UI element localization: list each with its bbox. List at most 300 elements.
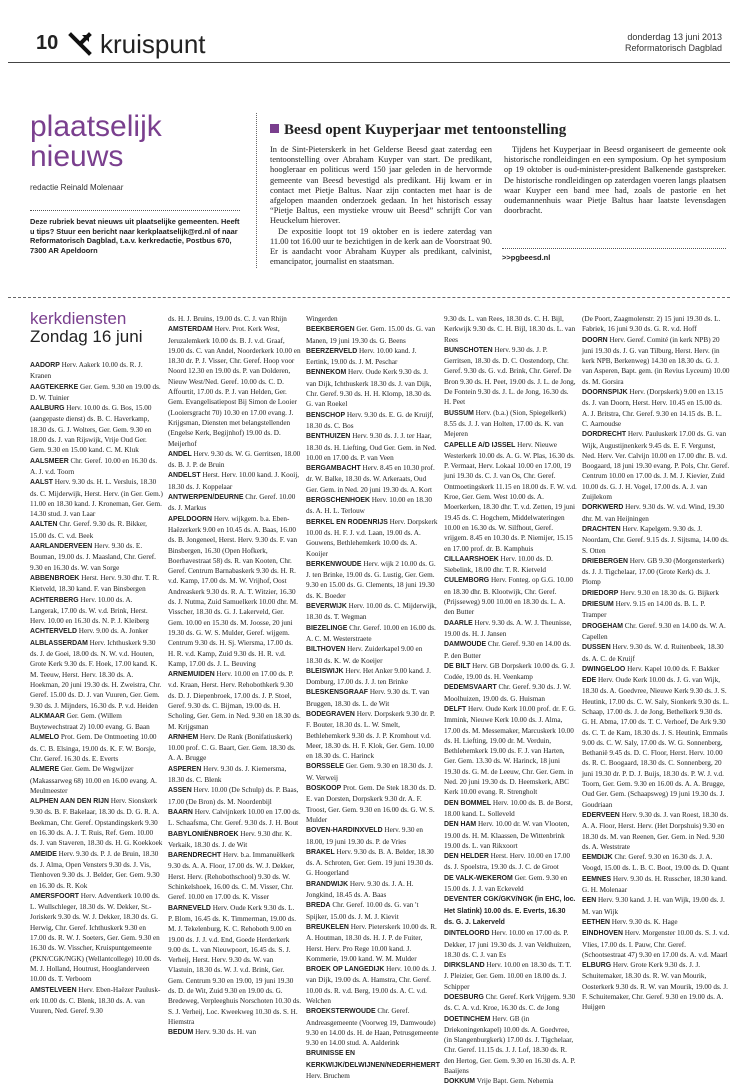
- church-service-entry: [306, 367, 439, 409]
- service-details: Herv. 9.30 ds. J. J. ter Haar, 18.30 ds. H. Liefting, Oud Ger. Gem. in Ned. 10.00 en 17.00 ds. P. van Veen: [306, 432, 437, 462]
- place-name: BUSSUM: [444, 409, 474, 417]
- place-name: BILTHOVEN: [306, 646, 346, 654]
- place-name: DEN HAM: [444, 821, 477, 829]
- service-details: Chr. Geref. Kerk Vrijgem. 9.30 ds. C. A. v.d. Kroe, 16.30 ds. C. de Jong: [444, 993, 576, 1013]
- church-service-entry: [444, 960, 577, 992]
- place-name: BREUKELEN: [306, 923, 349, 931]
- church-service-entry: [306, 314, 439, 324]
- service-details: Ger. Gem. 9.30 en 18.30 ds. J. W. Verweij: [306, 762, 433, 782]
- place-name: DE BILT: [444, 662, 471, 670]
- service-details: Herv. (Dorpskerk) 9.00 en 13.15 ds. J. van Doorn, Herst. Herv. 10.45 en 15.00 ds. A. J. Britstra, Chr. Geref. 9.30 en 14.15 ds. B. L. C. Aarnoudse: [582, 388, 723, 428]
- listing-column-5: [582, 314, 730, 1062]
- place-name: BRANDWIJK: [306, 880, 349, 888]
- church-service-entry: [444, 618, 577, 640]
- place-name: CULEMBORG: [444, 577, 490, 585]
- place-name: ACHTERBERG: [30, 596, 79, 604]
- intro-box: [30, 210, 240, 255]
- place-name: AMEIDE: [30, 850, 57, 858]
- service-details: Herv. 10.00 ds. B. de Borst, 18.00 kand. L. Solleveld: [444, 798, 573, 818]
- service-details: Herst. Herv. 9.30 dhr. T. R. Kietveld, 18.30 kand. F. van Binsbergen: [30, 573, 159, 594]
- church-service-entry: [30, 456, 163, 478]
- place-name: DRACHTEN: [582, 525, 621, 533]
- article-link-box: [502, 248, 726, 262]
- church-service-entry: [306, 623, 439, 645]
- service-details: Herv. 10.00 ds. G. Bos, 15.00 (aangepaste dienst) ds. B. C. Haverkamp, 18.30 ds. G. J. Wolters, Ger. Gem. 9.30 en 18.00 ds. J. van Rijswijk, Vrije Oud Ger. Gem. 9.30 en 15.00 kand. C. M. Kluk: [30, 404, 152, 455]
- service-details: Herv. 10.00 kand. J. Eertink, 19.00 ds. J. M. Peschar: [306, 346, 417, 367]
- church-service-entry: [306, 900, 439, 922]
- church-service-entry: [168, 850, 301, 902]
- church-service-entry: [582, 621, 730, 643]
- place-name: BODEGRAVEN: [306, 710, 355, 718]
- church-service-entry: [30, 985, 163, 1017]
- place-name: DOETINCHEM: [444, 1015, 491, 1023]
- service-details: Herst. Herv. 10.00 en 17.00 ds. J. Spoelstra, 19.30 ds. J. C. de Groot: [444, 852, 570, 872]
- service-details: Herst. Herv. 10.00 kand. J. Kooij, 18.30 ds. J. Koppelaar: [168, 471, 300, 491]
- church-service-entry: [582, 960, 730, 1012]
- church-service-entry: [30, 519, 163, 541]
- church-service-entry: [30, 732, 163, 764]
- article-title: [270, 122, 566, 139]
- service-details: Herv. 10.00 ds. J. van Dijk, 19.00 ds. A. Hamstra, Chr. Geref. 10.00 ds. R. v.d. Berg, 19.00 ds. A. C. v.d. Welchen: [306, 965, 437, 1005]
- church-service-entry: [444, 928, 577, 960]
- service-details: Herv. 9.30 ds. J. Kiemersma, 18.30 ds. C. Blenk: [168, 764, 287, 785]
- service-details: Herv. Nieuwe Westerkerk 10.00 ds. A. G. W. Plas, 16.30 ds. P. Vermaat, Herv. Lokaal 10.00 en 17.00, 19 juni 19.30 ds. C. J. van Os, Chr. Geref. Ontmoetingskerk 11.15 en 18.00 ds. F. W. v.d. Kroe, Ger. Gem. West 10.00 ds. A. Moerkerken, 18.30 dhr. T. v.d. Zetten, 19 juni 19.45 ds. C. Hogchem, Middelwateringen 10.00 en 16.30 ds. W. Silfhout, Geref. vrijgem. 8.45 en 10.30 ds. P. Niemijer, 15.15 en 17.00 prof. dr. B. Kamphuis: [444, 440, 577, 553]
- service-details: Herv. 10.00 en 18.30 ds. A. H. L. Terlouw: [306, 496, 432, 516]
- church-service-entry: [168, 903, 301, 1028]
- church-service-entry: [582, 387, 730, 429]
- place-name: ALPHEN AAN DEN RIJN: [30, 798, 109, 806]
- place-name: EEN: [582, 897, 597, 905]
- church-service-entry: [306, 517, 439, 559]
- service-details: Chr. Geref. 9.30 en 16.30 ds. J. A. Voogd, 15.00 ds. L. B. C. Boot, 19.00 ds. D. Quant: [582, 853, 729, 873]
- service-details: Herv. 9.00 ds. A. Jonker: [78, 627, 149, 636]
- place-name: BENSCHOP: [306, 411, 346, 419]
- place-name: BERGAMBACHT: [306, 465, 361, 473]
- church-service-entry: [306, 1006, 439, 1048]
- article-paragraph: In de Sint-Pieterskerk in het Gelderse Beesd gaat zaterdag een tentoonstelling over Abraham Kuyper van start. De predikant, hoogleraar en politicus werd 150 jaar geleden in de hervormde gemeente van Beesd bevestigd als predikant. Hij kwam er in contact met Pietje Baltus. Naar zijn contacten met haar is de afgelopen maanden onderzoek gedaan. In het historisch essay “Pietje Baltus, een mystieke vrouw uit Beesd” schrijft Cor van Heuckelum hierover.: [270, 145, 492, 226]
- church-service-entry: [306, 410, 439, 432]
- church-service-entry: [168, 669, 301, 732]
- article-paragraph: De expositie loopt tot 19 oktober en is iedere zaterdag van 11.00 tot 16.00 uur te bezichtigen in de kerk aan de Voorstraat 90. Er is aandacht voor Abraham Kuyper als predikant, calvinist, emancipator, journalist en staatsman.: [270, 226, 492, 267]
- service-details: Herv. 9.30 ds. E. Bouman, 19.00 ds. J. Maasland, Chr. Geref. 9.30 en 16.30 ds. W. van Sorge: [30, 542, 156, 572]
- place-name: BENNEKOM: [306, 369, 347, 377]
- church-service-entry: [168, 764, 301, 786]
- service-details: Chr. Geref. 9.30 ds. J. W. Moolhuizen, 19.00 ds. G. Huisman: [444, 683, 571, 703]
- service-details: Herv. 10.00 en 17.00 ds. P. Dekker, 17 juni 19.30 ds. J. van Veldhuizen, 18.30 ds. C. J. van Es: [444, 929, 571, 959]
- church-service-entry: [444, 639, 577, 661]
- service-details: Herv. Sionskerk 9.30 ds. B. F. Bakelaar, 18.30 ds. D. G. R. A. Beekman, Chr. Geref. Opstandingskerk 9.30 en 16.30 ds. A. J. T. Ruis, Ref. Gem. 10.00 ds. J. van Staveren, 18.30 ds. H. G. Koekkoek: [30, 797, 163, 848]
- church-service-entry: [444, 894, 577, 928]
- church-service-entry: [582, 675, 730, 810]
- service-details: Herv. Eben-Haëzer Pauluskerk 10.00 ds. C. Blenk, 18.30 ds. A. van Vuuren, Ned. Geref. 9.30: [30, 985, 161, 1016]
- church-service-entry: [444, 440, 577, 554]
- header-meta: [625, 32, 722, 54]
- service-details: Vrije Bapt. Gem. Nehemia: [476, 1077, 554, 1086]
- place-name: ANTWERPEN/DEURNE: [168, 494, 244, 502]
- church-service-entry: [30, 626, 163, 637]
- place-name: DRIESUM: [582, 601, 614, 609]
- place-name: EDERVEEN: [582, 811, 620, 819]
- service-details: Herv. 9.30 ds. K. Hage: [611, 917, 678, 926]
- church-service-entry: [582, 917, 730, 928]
- place-name: AALST: [30, 479, 53, 487]
- service-details: Herv. 9.30 ds. W. d. Ruitenbeek, 18.30 ds. A. C. de Kruijf: [582, 643, 724, 663]
- issue-date: donderdag 13 juni 2013: [627, 32, 722, 42]
- church-service-entry: [582, 664, 730, 675]
- place-name: ARNEMUIDEN: [168, 671, 215, 679]
- place-name: BLEISWIJK: [306, 667, 344, 675]
- place-name: ELBURG: [582, 962, 612, 970]
- place-name: DAMWOUDE: [444, 641, 487, 649]
- place-name: AADORP: [30, 362, 60, 369]
- page-header: [8, 26, 730, 63]
- place-name: ANDELST: [168, 472, 201, 480]
- service-details: Chr. Geref. 9.30 en 14.00 ds. P. den Butter: [444, 640, 571, 660]
- service-details: Herv. wijkgem. b.a. Eben-Haëzerkerk 9.00 en 10.45 ds. A. Baas, 16.00 ds. B. Jongeneel, Herst. Herv. 9.30 ds. F. van Binsbergen, 16.30 (Open Hofkerk, Boerhavestraat 58) ds. R. van Kooten, Chr. Geref. Centrum Barnabaskerk 9.30 ds. H. R. v.d. Kamp, 17.00 ds. M. W. Vrijhof, Oost Andreaskerk 9.30 ds. R. A. T. Witzier, 16.30 ds. J. Nutma, Zuid Samuelkerk 10.00 dhr. M. Visscher, 18.30 ds. G. J. Lakerveld, Ger. Gem. 10.00 en 15.30 ds. M. Joosse, 20 juni 19.30 ds. G. W. S. Mulder, Geref. wijgem. Centrum 9.30 ds. H. Sj. Wiersma, 17.00 ds. H. R. v.d. Kamp, Zuid 9.30 ds. H. R. v.d. Kamp, 17.00 ds. J. L. Beuving: [168, 514, 298, 668]
- church-service-entry: [444, 1014, 577, 1077]
- church-service-entry: [582, 429, 730, 502]
- service-details: Ger. Gem. (Willem Buytewechstraat 2) 10.00 evang. G. Baan: [30, 711, 150, 732]
- listing-column-1: [30, 360, 163, 1062]
- divider: [30, 210, 240, 211]
- church-service-entry: [444, 851, 577, 873]
- service-details: Herv. 9.30 ds. J. van Roest, 18.30 ds. A. A. Floor, Herst. Herv. (Het Dorpshuis) 9.30 en 18.30 ds. M. van Reenen, Ger. Gem. in Ned. 9.30 ds. A. Weststrate: [582, 810, 729, 851]
- place-name: DUSSEN: [582, 644, 611, 652]
- church-service-entry: [306, 783, 439, 825]
- service-details: Herv. 9.30 ds. T. van Bruggen, 18.30 ds. L. de Wit: [306, 688, 430, 708]
- service-details: Herv. 10.00 ds. C. Mijderwijk, 18.30 ds. T. Wegman: [306, 602, 437, 622]
- service-details: Herv. 9.30 ds. H. Russcher, 18.30 kand. G. H. Molenaar: [582, 874, 727, 895]
- place-name: EETHEN: [582, 918, 610, 926]
- divider: [502, 248, 726, 249]
- service-details: Herv. Zuiderkapel 9.00 en 18.30 ds. K. W. de Koeijer: [306, 645, 423, 665]
- church-service-entry: [30, 382, 163, 404]
- church-service-entry: [582, 874, 730, 896]
- church-service-entry: [582, 895, 730, 917]
- place-name: ANDEL: [168, 450, 192, 458]
- church-service-entry: [30, 403, 163, 455]
- service-details: Herv. 9.30 ds. J. P. Gerritsen, 18.30 ds. D. C. Oostendorp, Chr. Geref. 9.30 ds. G. v.d. Brink, Chr. Geref. De Bron 9.30 ds. H. Peet, 19.00 ds. J. L. de Jong, De Fontein 9.30 ds. J. L. de Jong, 16.30 ds. H. Peet: [444, 345, 576, 407]
- place-name: EEMDIJK: [582, 854, 613, 862]
- church-service-entry: [444, 314, 577, 345]
- church-service-entry: [444, 819, 577, 851]
- service-details: Herv. Oude Kerk 10.00 ds. J. G. van Wijk, 18.30 ds. A. Goedvree, Nieuwe Kerk 9.30 ds. J. S. Heutink, 17.00 ds. C. W. Saly, Sionkerk 9.30 ds. L. Schaap, 17.00 ds. J. de Jong, Bethelkerk 9.30 ds. G. H. Abma, 17.00 ds. T. C. Verhoef, De Ark 9.30 ds. C. T. de Kam, 18.30 ds. J. S. Heutink, Emmaüs 9.00 ds. C. W. Saly, 17.00 ds. W. G. Sonnenberg, Bethanië 9.45 ds. D. C. Floor, Herst. Herv. 10.00 ds. R. C. Boogaard, 18.30 ds. C. Sonnenberg, 20 juni 19.30 dr. P. D. J. Buijs, 18.30 ds. P. W. J. v.d. Toorn, Ger. Gem. 9.30 en 16.00 ds. A. A. Brugge, Oud Ger. Gem. (Schaapsweg) 19 juni 19.30 ds. J. Goudriaan: [582, 676, 729, 809]
- place-name: CILLAARSHOEK: [444, 555, 499, 563]
- church-service-entry: [306, 559, 439, 601]
- church-service-entry: [582, 335, 730, 387]
- arrow-cross-logo-icon: [68, 32, 92, 56]
- service-details: Herv. (b.a.) (Sion, Spiegelkerk) 8.55 ds. J. J. van Holten, 17.00 ds. K. van Mejeren: [444, 408, 567, 439]
- service-details: Ger. Gem. 15.00 ds. G. van Manen, 19 juni 19.30 ds. G. Beens: [306, 325, 436, 345]
- service-details: Ger. Gem. 9.30 en 15.00 ds. J. J. van Eckeveld: [444, 873, 568, 894]
- church-service-entry: [168, 449, 301, 471]
- service-details: Herv. Dorpskerk 9.30 dr. P. F. Bouter, 18.30 ds. L. W. Smelt, Bethlehemkerk 9.30 ds. J. P. Kromhout v.d. Meer, 18.30 ds. H. F. Klok, Ger. Gem. 10.00 en 18.30 ds. C. Harinck: [306, 709, 435, 761]
- place-name: BIEZELINGE: [306, 624, 348, 632]
- place-name: ASPEREN: [168, 765, 202, 773]
- listing-column-3: [306, 314, 440, 1081]
- church-service-entry: [168, 807, 301, 829]
- service-details: Herv. Ichthuskerk 9.30 ds. J. de Goei, 18.00 ds. N. W. v.d. Houten, Grote Kerk 9.30 ds. F. Hoek, 17.00 kand. K. M. Teeuw, Herst. Herv. 18.30 ds. A. Hoekman, 20 juni 19.30 ds. H. Zweistra, Chr. Geref. 15.00 ds. D. J. van Vuuren, Ger. Gem. 9.30 ds. J. Mijnders, 16.30 ds. P. v.d. Heiden: [30, 638, 162, 710]
- place-name: EINDHOVEN: [582, 930, 623, 938]
- place-name: BOVEN-HARDINXVELD: [306, 827, 383, 835]
- listing-column-4: [444, 314, 577, 1086]
- place-name: AMSTERDAM: [168, 326, 213, 334]
- service-details: Herv. 9.15 en 14.00 ds. B. L. P. Tramper: [582, 600, 706, 620]
- intro-text: Deze rubriek bevat nieuws uit plaatselijke gemeenten. Heeft u tips? Stuur een bericht naar kerkplaatselijk@rd.nl of naar Reformatorisch Dagblad, t.a.v. kerkredactie, Postbus 670, 7300 AR Apeldoorn: [30, 217, 240, 255]
- service-details: Herv. 10.00 ds. D. Siebelink, 18.00 dhr. T. R. Kietveld: [444, 554, 553, 575]
- place-name: CAPELLE A/D IJSSEL: [444, 441, 516, 449]
- church-service-entry: [30, 711, 163, 733]
- place-name: DEVENTER CGK/GKV/NGK (in EHC, loc. Het Slatink) 10.00 ds. E. Everts, 16.30 ds. G. J. Lakerveld: [444, 896, 576, 926]
- column-divider: [256, 113, 257, 268]
- kerkdiensten-title: kerkdiensten: [30, 309, 127, 328]
- place-name: DELFT: [444, 705, 467, 713]
- service-details: Herv. Oude Kerk 9.30 ds. L. P. Blom, 16.45 ds. K. Timmerman, 19.00 ds. M. J. Tekelenburg, K. C. Rehoboth 9.00 en 19.00 ds. J. J. v.d. End, Goede Herderkerk 9.00 ds. L. van Nieuwpoort, 16.45 ds. S. J. Verheij, Herst. Herv. 9.30 ds. W. van Vlastuin, 18.30 ds. W. J. v.d. Brink, Ger. Gem. Centrum 9.30 en 19.00, 19 juni 19.30 ds. D. de Wit, Zuid 9.30 en 19.00 ds. G. Bredeweg, Verpleeghuis Norschoten 10.30 ds. S. J. Verheij, Loc. Kweekweg 10.30 ds. S. H. Hiemstra: [168, 903, 302, 1026]
- church-service-entry: [30, 891, 163, 985]
- newspaper-name: Reformatorisch Dagblad: [624, 43, 722, 53]
- place-name: DROGEHAM: [582, 622, 623, 630]
- place-name: BERKENWOUDE: [306, 560, 362, 568]
- place-name: BABYLONIËNBROEK: [168, 830, 239, 838]
- place-name: DOESBURG: [444, 994, 484, 1001]
- service-details: Prot. Gem. De Ontmoeting 10.00 ds. C. B. Elsinga, 19.00 ds. K. F. W. Borsje, Chr. Geref. 16.30 ds. E. Everts: [30, 733, 157, 763]
- service-details: Chr. Geref. Andreasgemeente (Voorweg 19, Damwoude) 9.30 en 14.00 ds. H. de Haan, Petrusgemeente 9.30 en 14.00 stud. A. Aalderink: [306, 1007, 439, 1048]
- editor-credit: redactie Reinald Molenaar: [30, 183, 124, 192]
- service-details: Herv. 9.30 ds. H. van: [195, 1028, 257, 1037]
- service-details: Chr. Geref. 10.00 ds. J. Markus: [168, 493, 296, 513]
- church-service-entry: [306, 644, 439, 666]
- service-details: Herv. 9.30 dhr. K. Verkaik, 18.30 ds. J. de Wit: [168, 829, 292, 849]
- church-service-entry: [582, 642, 730, 664]
- church-service-entry: [168, 314, 301, 324]
- service-details: Herv. 9.30 ds. J. A. H. Jongkind, 18.45 ds. A. Baas: [306, 879, 414, 900]
- place-name: BRUINISSE EN KERKWIJK/DELWIJNEN/NEDERHEMERT: [306, 1050, 440, 1069]
- place-name: AALBURG: [30, 405, 65, 413]
- service-details: Ger. Gem. De Wegwijzer (Makassarweg 68) 10.00 en 16.00 evang. A. Meulmeester: [30, 765, 157, 795]
- place-name: ASSEN: [168, 787, 192, 795]
- service-details: Herv. 9.30 ds. H. L. Versluis, 18.30 ds. C. Mijderwijk, Herst. Herv. (in Ger. Gem.) 11.00 en 18.30 kand. J. Kroneman, Ger. Gem. 14.30 stud. J. van Laar: [30, 478, 163, 519]
- church-service-entry: [168, 785, 301, 807]
- place-name: AAGTEKERKE: [30, 383, 79, 391]
- church-service-entry: [30, 796, 163, 848]
- church-service-entry: [444, 682, 577, 704]
- church-service-entry: [582, 588, 730, 599]
- service-details: Herv. wijk 2 10.00 ds. G. J. ten Brinke, 19.00 ds. G. Lustig, Ger. Gem. 9.30 en 15.00 ds. G. Clements, 18 juni 19.30 ds. K. Boeder: [306, 559, 436, 600]
- place-name: DRIEDORP: [582, 589, 619, 597]
- place-name: AALSMEER: [30, 457, 69, 465]
- place-name: BEDUM: [168, 1029, 194, 1037]
- place-name: DORKWERD: [582, 504, 624, 512]
- church-service-entry: [306, 709, 439, 761]
- lead-title-line1: plaatselijk: [30, 110, 162, 143]
- service-details: Herv. Het Anker 9.00 kand. J. Domburg, 17.00 ds. J. J. ten Brinke: [306, 666, 431, 687]
- place-name: DEDEMSVAART: [444, 684, 497, 692]
- section-title: kruispunt: [100, 29, 206, 59]
- service-details: Herv. Adventkerk 10.00 ds. L. Wullschleger, 18.30 ds. W. Dekker, St.-Joriskerk 9.30 ds. W. J. Dekker, 18.30 ds. G. Herwig, Chr. Geref. Ichthuskerk 9.30 en 17.00 ds. R. W. J. Soeters, Ger. Gem. 9.30 en 16.30 ds. W. Visscher, Kruispuntgemeente (PKN/CGK/NGK) (Wellantcollege) 10.00 ds. M. J. Holland, Houtrust, Hooglanderveen 10.00 ds. T. Verboom: [30, 891, 162, 984]
- church-service-entry: [582, 502, 730, 524]
- service-details: Herv. Pauluskerk 17.00 ds. G. van Wijk, Augustijnenkerk 9.45 ds. E. F. Vergunst, Ned. Herv. Ver. Calvijn 10.00 en 17.00 dhr. B. v.d. Boogaard, 18 juni 19.30 evang. P. Pols, Chr. Geref. Centrum 10.00 en 17.00 ds. J. M. J. Kievier, Zuid 10.00 ds. G. J. H. Vogel, 17.00 ds. A. J. van Zuijlekom: [582, 430, 730, 502]
- service-details: Chr. Geref. 9.30 ds. R. Bikker, 15.00 ds. C. v.d. Beek: [30, 520, 147, 540]
- place-name: BERKEL EN RODENRIJS: [306, 518, 388, 526]
- place-name: AARLANDERVEEN: [30, 543, 93, 551]
- service-details: Herv. Kapel 10.00 ds. F. Bakker: [627, 664, 720, 673]
- service-details: ds. H. J. Bruins, 19.00 ds. C. J. van Rhijn: [168, 315, 287, 323]
- listing-column-2: [168, 314, 301, 1062]
- service-details: Herv. 9.30 ds. W. G. Gerritsen, 18.00 ds. B. J. P. de Bruin: [168, 449, 301, 470]
- service-details: Herv. 9.30 ds. P. J. de Bruin, 18.30 ds. J. Alma, Open Vensters 9.30 ds. J. Vis, Tienhoven 9.30 ds. J. Belder, Ger. Gem. 9.30 en 16.30 ds. R. Kok: [30, 849, 160, 890]
- section-divider: [8, 297, 730, 298]
- place-name: DWINGELOO: [582, 665, 626, 673]
- place-name: DINTELOORD: [444, 930, 490, 938]
- church-service-entry: [168, 470, 301, 492]
- church-service-entry: [306, 463, 439, 495]
- article-paragraph: Tijdens het Kuyperjaar in Beesd organiseert de gemeente ook historische rondleidingen en een symposium. Op het symposium op 19 oktober is oud-minister-president Balkenende gastspreker. De historische rondleidingen op zaterdagen voeren langs plaatsen waar Kuyper een band mee had, zoals de pastorie en het oudemannenhuis waar Pietje Baltus haar laatste levensdagen doorbracht.: [504, 145, 726, 216]
- church-service-entry: [168, 492, 301, 514]
- place-name: DEN BOMMEL: [444, 799, 492, 807]
- service-details: Herv. Dorpskerk 10.00 ds. H. F. J. v.d. Laan, 19.00 ds. A. Gouwens, Bethlehemkerk 10.00 ds. A. Kooijer: [306, 517, 438, 558]
- article-title-text: Beesd opent Kuyperjaar met tentoonstelling: [284, 122, 567, 138]
- church-service-entry: [444, 408, 577, 440]
- place-name: DOORNSPIJK: [582, 389, 628, 397]
- church-service-entry: [30, 573, 163, 595]
- service-details: Herv. 9.30 kand. J. H. van Wijk, 19.00 ds. J. M. van Wijk: [582, 896, 725, 916]
- church-service-entry: [168, 732, 301, 764]
- church-service-entry: [306, 825, 439, 847]
- service-details: Herv. 9.30 ds. E. G. de Kruijf, 18.30 ds. C. Bos: [306, 410, 434, 430]
- place-name: BAARN: [168, 808, 193, 816]
- church-service-entry: [306, 922, 439, 964]
- church-service-entry: [444, 1076, 577, 1087]
- church-service-entry: [582, 314, 730, 335]
- place-name: ACHTERVELD: [30, 628, 77, 636]
- service-details: Herv. 9.30 en 18.30 ds. G. Bijkerk: [620, 588, 719, 597]
- service-details: Herv. Pieterskerk 10.00 ds. R. A. Houtman, 18.30 ds. H. J. P. de Fuiter, Herst. Herv. Pro Rege 10.00 kand. J. Kommerie, 19.00 kand. W. M. Mulder: [306, 922, 437, 963]
- church-service-entry: [444, 661, 577, 683]
- place-name: EDE: [582, 677, 597, 685]
- service-details: Herv. b.a. Immanuëlkerk 9.30 ds. A. A. Floor, 17.00 ds. W. J. Dekker, Herst. Herv. (Rehobothschool) 9.30 ds. W. Schinkelshoek, 16.00 ds. C. M. Visser, Chr. Geref. 10.00 en 17.00 ds. K. Visser: [168, 851, 295, 902]
- service-details: Herv. 10.00 en 17.00 ds. P. v.d. Kraan, Herst. Herv. Rehobothkerk 9.30 ds. D. J. Diepenbroek, 17.00 ds. J. P. Stoel, Geref. 9.30 ds. C. Bijman, 19.00 ds. H. Scholing, Ger. Gem. in Ned. 9.30 en 18.30 ds. M. Krijgsman: [168, 670, 301, 731]
- church-service-entry: [444, 554, 577, 576]
- lead-title: [30, 112, 240, 172]
- service-details: (De Poort, Zaagmolenstr. 2) 15 juni 19.30 ds. L. Fabriek, 16 juni 9.30 ds. G. R. v.d. Hoff: [582, 315, 721, 334]
- place-name: AMSTELVEEN: [30, 986, 77, 994]
- service-details: Herv. Oude Kerk 10.00 prof. dr. F. G. Immink, Nieuwe Kerk 10.00 ds. J. Alma, 17.00 ds. M. Messemaker, Marcuskerk 10.00 ds. H. Liefting, 19.00 dr. M. Verduin, Bethlehemkerk 19.00 ds. F. J. van Harten, Ger. Gem. 13.30 ds. W. Harinck, 18 juni 19.30 ds. G. M. de Leeuw, Chr. Ger. Gem. in Ned. 20 juni 19.30 ds. D. Heemskerk, ABC Kerk 10.00 evang. R. Strengholt: [444, 704, 576, 797]
- church-service-entry: [306, 847, 439, 879]
- place-name: BRAKEL: [306, 848, 335, 856]
- place-name: BUNSCHOTEN: [444, 346, 493, 354]
- church-service-entry: [444, 992, 577, 1014]
- place-name: BARNEVELD: [168, 904, 211, 912]
- church-service-entry: [30, 849, 163, 891]
- service-details: Herv. Oude Kerk 9.30 ds. J. van Dijk, Ichthuskerk 18.30 ds. J. van Dijk, Chr. Geref. 9.30 ds. H. H. Klomp, 18.30 ds. G. van Roekel: [306, 368, 432, 409]
- place-name: EEMNES: [582, 875, 612, 883]
- church-service-entry: [306, 666, 439, 688]
- church-service-entry: [306, 324, 439, 346]
- place-name: ALKMAAR: [30, 712, 65, 720]
- place-name: AMERSFOORT: [30, 892, 79, 900]
- church-service-entry: [168, 1027, 301, 1038]
- service-details: Herv. Fonteg. op G.G. 10.00 en 18.30 dhr. B. Klootwijk, Chr. Geref. (Prijsseweg) 9.00 10.00 en 18.30 ds. L. A. den Butter: [444, 576, 573, 617]
- church-service-entry: [582, 810, 730, 852]
- place-name: DOKKUM: [444, 1078, 476, 1086]
- place-name: BEEKBERGEN: [306, 326, 355, 334]
- page-number: 10: [36, 32, 59, 54]
- place-name: BOSKOOP: [306, 785, 342, 793]
- church-service-entry: [444, 873, 577, 895]
- place-name: APELDOORN: [168, 515, 213, 523]
- place-name: BREDA: [306, 902, 331, 910]
- church-service-entry: [30, 477, 163, 519]
- place-name: DAARLE: [444, 619, 473, 627]
- place-name: BENTHUIZEN: [306, 433, 351, 441]
- church-service-entry: [30, 595, 163, 627]
- service-details: Chr. Geref. 10.00 en 16.00 ds. A. C. M. Westerstraete: [306, 623, 436, 643]
- service-details: Herv. Calvijnkerk 10.00 en 17.00 ds. L. Schaafsma, Chr. Geref. 9.30 ds. J. H. Bout: [168, 807, 301, 828]
- place-name: BROEK OP LANGEDIJK: [306, 966, 385, 974]
- place-name: BLESKENSGRAAF: [306, 689, 369, 697]
- article-link[interactable]: >>pgbeesd.nl: [502, 253, 551, 262]
- place-name: DE VALK-WEKEROM: [444, 874, 513, 882]
- service-details: Herv. Aakerk 10.00 ds. R. J. Kranen: [30, 361, 143, 381]
- church-service-entry: [306, 687, 439, 709]
- church-service-entry: [306, 346, 439, 368]
- service-details: Ger. Gem. 9.30 en 19.00 ds. D. W. Tuinier: [30, 382, 161, 402]
- church-service-entry: [444, 345, 577, 408]
- service-details: Herv. 10.00 ds. A. Langerak, 17.00 ds. W. v.d. Brink, Herst. Herv. 10.00 en 16.30 ds. N. P. J. Kleiberg: [30, 595, 149, 626]
- place-name: BROEKSTERWOUDE: [306, 1008, 376, 1016]
- church-service-entry: [306, 601, 439, 623]
- church-service-entry: [30, 764, 163, 796]
- service-details: Herv. 9.30 ds. W. v.d. Wind, 19.30 dhr. M. van Heijningen: [582, 503, 725, 523]
- service-details: Herv. Prot. Kerk West, Jeruzalemkerk 10.00 ds. B. J. v.d. Graaf, 19.00 ds. C. van Andel, Noorderkerk 10.00 en 18.30 dr. P. J. Visser, Chr. Geref. Hoop voor Noord 12.30 en 19.00 ds. P. van Dolderen, Nieuw West/Ned. Geref. 10.00 ds. C. D. Affourtit, 17.00 ds. P. J. van Helden, Ger. Gem. Evangelisatiepost Bij Simon de Looier (Looiersgracht 70) 10.30 en 17.00 evang. J. Krijgsman, Diensten met belangstellenden (Engelse Kerk, Begijnhof) 19.00 ds. D. Meijerhof: [168, 325, 301, 448]
- church-service-entry: [582, 556, 730, 588]
- church-service-entry: [30, 638, 163, 711]
- service-details: Herv. Kapelgem. 9.30 ds. J. Noordam, Chr. Geref. 9.15 ds. J. Sijtsma, 14.00 ds. S. Otten: [582, 524, 729, 555]
- service-details: Herv. Morgenster 10.00 ds. S. J. v.d. Vlies, 17.00 ds. I. Pauw, Chr. Geref. (Schootsestraat 47) 9.30 en 17.00 ds. A. v.d. Maarl: [582, 929, 730, 959]
- place-name: DORDRECHT: [582, 431, 627, 439]
- service-details: 9.30 ds. L. van Rees, 18.30 ds. C. H. Bijl, Kerkwijk 9.30 ds. C. H. Bijl, 18.30 ds. L. van Rees: [444, 315, 576, 344]
- place-name: DRIEBERGEN: [582, 557, 628, 565]
- place-name: BERGSCHENHOEK: [306, 497, 370, 505]
- place-name: ABBENBROEK: [30, 574, 80, 582]
- service-details: Wingerden: [306, 315, 338, 323]
- church-service-entry: [168, 514, 301, 669]
- place-name: BORSSELE: [306, 763, 344, 771]
- bullet-square-icon: [270, 124, 279, 133]
- service-details: Herv. GB Dorpskerk 10.00 ds. G. J. Codée, 19.00 ds. H. Veenkamp: [444, 661, 575, 682]
- service-details: Herv. 9.30 ds. B. A. Belder, 18.30 ds. A. Schroten, Ger. Gem. 19 juni 19.30 ds. G. Hoogerland: [306, 847, 434, 878]
- place-name: BEERZERVELD: [306, 347, 358, 355]
- service-details: Herv. 8.45 en 10.30 prof. dr. W. Balke, 18.30 ds. W. Arkeraats, Oud Ger. Gem. in Ned. 20 juni 19.30 ds. A. Kort: [306, 464, 435, 494]
- church-service-entry: [306, 1048, 439, 1081]
- church-service-entry: [582, 928, 730, 960]
- place-name: BEVERWIJK: [306, 603, 347, 611]
- place-name: DOORN: [582, 336, 608, 344]
- church-service-entry: [306, 879, 439, 901]
- church-service-entry: [306, 495, 439, 517]
- church-service-entry: [444, 704, 577, 798]
- church-service-entry: [30, 360, 163, 382]
- place-name: DEN HELDER: [444, 853, 489, 861]
- service-details: Chr. Geref. 10.00 ds. G. van 't Spijker, 15.00 ds. J. M. J. Kievit: [306, 901, 419, 921]
- service-details: Herv. Grote Kerk 9.30 ds. J. J. Schuitemaker, 18.30 ds. R. W. van Mourik, Oosterkerk 9.30 ds. R. W. van Mourik, 19.00 ds. J. F. Schuitemaker, Chr. Geref. 9.30 en 19.00 ds. A. Huijgen: [582, 961, 728, 1012]
- church-service-entry: [306, 431, 439, 463]
- place-name: DIRKSLAND: [444, 962, 485, 970]
- church-service-entry: [168, 829, 301, 851]
- service-details: Herv. GB (in Driekoningenkapel) 10.00 ds. A. Goedvree, (in Slangenburgkerk) 17.00 ds. J. Tigchelaar, Chr. Geref. 11.15 ds. J. J. Lof, 18.30 ds. R. den Hertog, Ger. Gem. 9.30 en 16.30 ds. A. P. Baaijens: [444, 1014, 576, 1076]
- service-details: Herv. GB 9.30 (Morgensterkerk) ds. J. J. Tigchelaar, 17.00 (Grote Kerk) ds. J. Plomp: [582, 556, 724, 587]
- church-service-entry: [306, 964, 439, 1006]
